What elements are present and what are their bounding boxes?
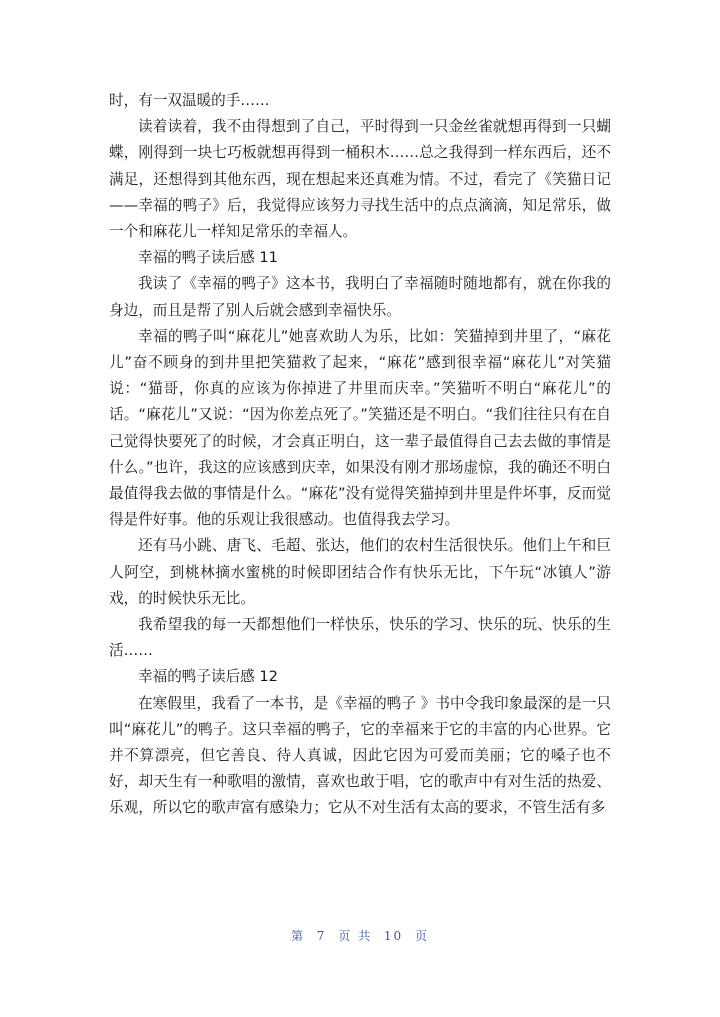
footer-total-pages: 10 — [383, 929, 404, 943]
paragraph: 我希望我的每一天都想他们一样快乐，快乐的学习、快乐的玩、快乐的生活…… — [109, 616, 611, 660]
footer-current-page: 7 — [316, 929, 327, 943]
page-footer — [0, 927, 720, 944]
paragraph: 在寒假里，我看了一本书，是《幸福的鸭子 》书中令我印象最深的是一只叫“麻花儿”的鸭子。这只幸福的鸭子，它的幸福来于它的丰富的内心世界。它并不算漂亮，但它善良、待人真诚，因此它因为可爱而美丽；它的嗓子也不好，却天生有一种歌唱的激情，喜欢也敢于唱，它的歌声中有对生活的热爱、乐观，所以它的歌声富有感染力；它从不对生活有太高的要求，不管生活有多 — [109, 694, 611, 817]
paragraph: 幸福的鸭子叫“麻花儿”她喜欢助人为乐，比如：笑猫掉到井里了，“麻花儿”奋不顾身的到井里把笑猫救了起来，“麻花”感到很幸福“麻花儿”对笑猫说：“猫哥，你真的应该为你掉进了井里而庆幸。”笑猫听不明白“麻花儿”的话。“麻花儿”又说：“因为你差点死了。”笑猫还是不明白。“我们往往只有在自己觉得快要死了的时候，才会真正明白，这一辈子最值得自己去去做的事情是什么。”也许，我这的应该感到庆幸，如果没有刚才那场虚惊，我的确还不明白最值得我去做的事情是什么。“麻花”没有觉得笑猫掉到井里是件坏事，反而觉得是件好事。他的乐观让我很感动。也值得我去学习。 — [109, 327, 611, 529]
paragraph-continuation: 时，有一双温暖的手…… — [109, 92, 270, 109]
paragraph: 读着读着，我不由得想到了自己，平时得到一只金丝雀就想再得到一只蝴蝶，刚得到一块七巧板就想再得到一桶积木……总之我得到一样东西后，还不满足，还想得到其他东西，现在想起来还真难为情。不过，看完了《笑猫日记——幸福的鸭子》后，我觉得应该努力寻找生活中的点点滴滴，知足常乐，做一个和麻花儿一样知足常乐的幸福人。 — [109, 118, 611, 241]
paragraph: 还有马小跳、唐飞、毛超、张达，他们的农村生活很快乐。他们上午和巨人阿空，到桃林摘水蜜桃的时候即团结合作有快乐无比，下午玩“冰镇人”游戏，的时候快乐无比。 — [109, 537, 611, 607]
footer-suffix: 页 — [415, 929, 430, 943]
footer-prefix: 第 — [290, 929, 305, 943]
document-body — [109, 88, 611, 822]
paragraph: 我读了《幸福的鸭子》这本书，我明白了幸福随时随地都有，就在你我的身边，而且是帮了别人后就会感到幸福快乐。 — [109, 275, 611, 319]
section-heading-11: 幸福的鸭子读后感 11 — [138, 249, 278, 267]
section-heading-12: 幸福的鸭子读后感 12 — [138, 668, 278, 686]
footer-middle: 页 共 — [338, 929, 373, 943]
